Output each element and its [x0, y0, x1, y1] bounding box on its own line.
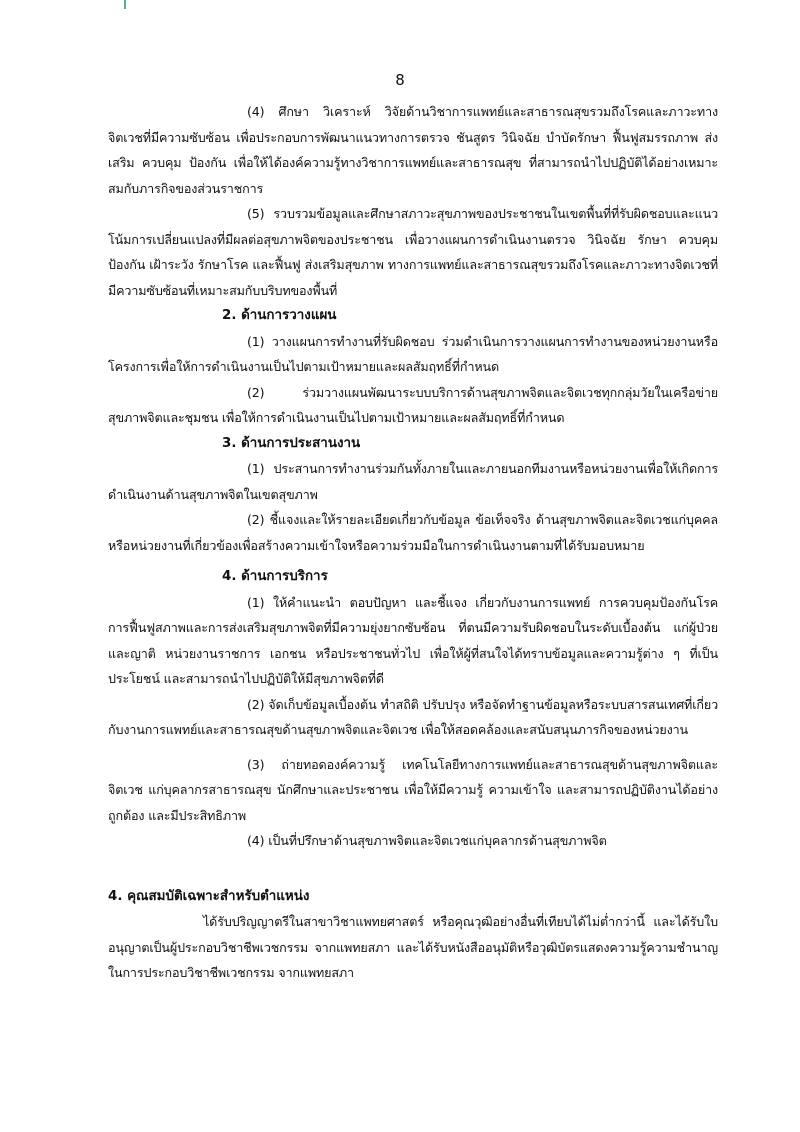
planning-item-2: (2) ร่วมวางแผนพัฒนาระบบบริการด้านสุขภาพจิตและจิตเวชทุกกลุ่มวัยในเครือข่ายสุขภาพจิตและชุมชน เพื่อให้การดำเนินงานเป็นไปตามเป้าหมายและผลสัมฤทธิ์ที่กำหนด	[108, 384, 718, 425]
research-item-4: (4) ศึกษา วิเคราะห์ วิจัยด้านวิชาการแพทย์และสาธารณสุขรวมถึงโรคและภาวะทางจิตเวชที่มีความซับซ้อน เพื่อประกอบการพัฒนาแนวทางการตรวจ ชันสูตร วินิจฉัย บำบัดรักษา ฟื้นฟูสมรรถภาพ ส่งเสริม ควบคุม ป้องกัน เพื่อให้ได้องค์ความรู้ทางวิชาการแพทย์และสาธารณสุข ที่สามารถนำไปปฏิบัติได้อย่างเหมาะสมกับภารกิจของส่วนราชการ	[108, 104, 718, 196]
section-heading-coordination: 3. ด้านการประสานงาน	[222, 435, 361, 451]
page-number: 8	[395, 71, 405, 89]
coordination-item-2: (2) ชี้แจงและให้รายละเอียดเกี่ยวกับข้อมูล ข้อเท็จจริง ด้านสุขภาพจิตและจิตเวชแก่บุคคลหรือหน่วยงานที่เกี่ยวข้องเพื่อสร้างความเข้าใจหรือความร่วมมือในการดำเนินงานตามที่ได้รับมอบหมาย	[108, 512, 718, 553]
planning-item-1: (1) วางแผนการทำงานที่รับผิดชอบ ร่วมดำเนินการวางแผนการทำงานของหน่วยงานหรือโครงการเพื่อให้การดำเนินงานเป็นไปตามเป้าหมายและผลสัมฤทธิ์ที่กำหนด	[108, 333, 718, 374]
section-heading-service: 4. ด้านการบริการ	[222, 569, 328, 584]
section-heading-planning: 2. ด้านการวางแผน	[222, 308, 337, 323]
document-body	[108, 99, 718, 986]
service-item-3: (3) ถ่ายทอดองค์ความรู้ เทคโนโลยีทางการแพทย์และสาธารณสุขด้านสุขภาพจิตและจิตเวช แก่บุคลากรสาธารณสุข นักศึกษาและประชาชน เพื่อให้มีความรู้ ความเข้าใจ และสามารถปฏิบัติงานได้อย่างถูกต้อง และมีประสิทธิภาพ	[108, 756, 718, 823]
qualifications-heading: 4. คุณสมบัติเฉพาะสำหรับตำแหน่ง	[108, 888, 310, 904]
research-item-5: (5) รวบรวมข้อมูลและศึกษาสภาวะสุขภาพของประชาชนในเขตพื้นที่ที่รับผิดชอบและแนวโน้มการเปลี่ยนแปลงที่มีผลต่อสุขภาพจิตของประชาชน เพื่อวางแผนการดำเนินงานตรวจ วินิจฉัย รักษา ควบคุม ป้องกัน เฝ้าระวัง รักษาโรค และฟื้นฟู ส่งเสริมสุขภาพ ทางการแพทย์และสาธารณสุขรวมถึงโรคและภาวะทางจิตเวชที่มีความซับซ้อนที่เหมาะสมกับบริบทของพื้นที่	[108, 206, 718, 298]
coordination-item-1: (1) ประสานการทำงานร่วมกันทั้งภายในและภายนอกทีมงานหรือหน่วยงานเพื่อให้เกิดการดำเนินงานด้านสุขภาพจิตในเขตสุขภาพ	[108, 461, 718, 502]
qualifications-body: ได้รับปริญญาตรีในสาขาวิชาแพทยศาสตร์ หรือคุณวุฒิอย่างอื่นที่เทียบได้ไม่ต่ำกว่านี้ และได้รับใบอนุญาตเป็นผู้ประกอบวิชาชีพเวชกรรม จากแพทยสภา และได้รับหนังสืออนุมัติหรือวุฒิบัตรแสดงความรู้ความชำนาญในการประกอบวิชาชีพเวชกรรม จากแพทยสภา	[108, 914, 718, 980]
service-item-2: (2) จัดเก็บข้อมูลเบื้องต้น ทำสถิติ ปรับปรุง หรือจัดทำฐานข้อมูลหรือระบบสารสนเทศที่เกี่ยวกับงานการแพทย์และสาธารณสุขด้านสุขภาพจิตและจิตเวช เพื่อให้สอดคล้องและสนับสนุนภารกิจของหน่วยงาน	[108, 696, 718, 737]
service-item-4: (4) เป็นที่ปรึกษาด้านสุขภาพจิตและจิตเวชแก่บุคลากรด้านสุขภาพจิต	[247, 833, 607, 848]
scan-edge-mark	[124, 0, 126, 9]
service-item-1: (1) ให้คำแนะนำ ตอบปัญหา และชี้แจง เกี่ยวกับงานการแพทย์ การควบคุมป้องกันโรค การฟื้นฟูสภาพและการส่งเสริมสุขภาพจิตที่มีความยุ่งยากซับซ้อน ที่ตนมีความรับผิดชอบในระดับเบื้องต้น แก่ผู้ป่วยและญาติ หน่วยงานราชการ เอกชน หรือประชาชนทั่วไป เพื่อให้ผู้ที่สนใจได้ทราบข้อมูลและความรู้ต่าง ๆ ที่เป็นประโยชน์ และสามารถนำไปปฏิบัติให้มีสุขภาพจิตที่ดี	[108, 594, 718, 686]
